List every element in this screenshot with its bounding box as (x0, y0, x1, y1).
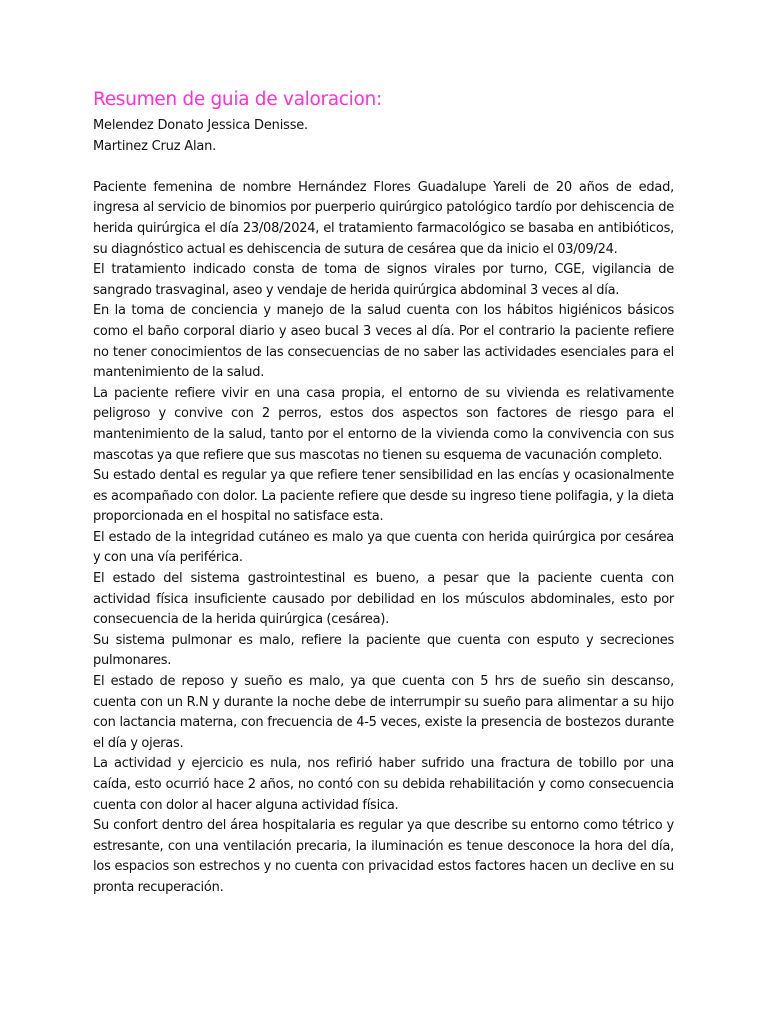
paragraph-rest-sleep: El estado de reposo y sueño es malo, ya que cuenta con 5 hrs de sueño sin descanso, cuenta con un R.N y durante la noche debe de interrumpir su sueño para alimentar a su hijo con lactancia materna, con frecuencia de 4-5 veces, existe la presencia de bostezos durante el día y ojeras. (93, 674, 674, 751)
paragraph-hospital-comfort: Su confort dentro del área hospitalaria es regular ya que describe su entorno como tétrico y estresante, con una ventilación precaria, la iluminación es tenue desconoce la hora del día, los espacios son estrechos y no cuenta con privacidad estos factores hacen un declive en su pronta recuperación. (93, 818, 674, 895)
paragraph-dental-state: Su estado dental es regular ya que refiere tener sensibilidad en las encías y ocasionalmente es acompañado con dolor. La paciente refiere que desde su ingreso tiene polifagia, y la dieta proporcionada en el hospital no satisface esta. (93, 468, 674, 525)
paragraph-pulmonary: Su sistema pulmonar es malo, refiere la paciente que cuenta con esputo y secreciones pulmonares. (93, 632, 674, 669)
blank-line (93, 157, 674, 178)
paragraph-activity-exercise: La actividad y ejercicio es nula, nos refirió haber sufrido una fractura de tobillo por una caída, esto ocurrió hace 2 años, no contó con su debida rehabilitación y como consecuencia cuenta con dolor al hacer alguna actividad física. (93, 756, 674, 813)
document-title: Resumen de guia de valoracion: (93, 89, 382, 110)
author-line: Melendez Donato Jessica Denisse. (93, 118, 308, 133)
author-line: Martinez Cruz Alan. (93, 138, 217, 154)
paragraph-home-environment: La paciente refiere vivir en una casa propia, el entorno de su vivienda es relativamente peligroso y convive con 2 perros, estos dos aspectos son factores de riesgo para el mantenimiento de la salud, tanto por el entorno de la vivienda como la convivencia con sus mascotas ya que refiere que sus mascotas no tienen su esquema de vacunación completo. (93, 385, 674, 463)
document-page (93, 88, 674, 899)
paragraph-gastrointestinal: El estado del sistema gastrointestinal es bueno, a pesar que la paciente cuenta con actividad física insuficiente causado por debilidad en los músculos abdominales, esto por consecuencia de la herida quirúrgica (cesárea). (93, 571, 674, 628)
paragraph-treatment: El tratamiento indicado consta de toma de signos virales por turno, CGE, vigilancia de sangrado trasvaginal, aseo y vendaje de herida quirúrgica abdominal 3 veces al día. (93, 262, 674, 298)
paragraph-skin-integrity: El estado de la integridad cutáneo es malo ya que cuenta con herida quirúrgica por cesárea y con una vía periférica. (93, 529, 674, 566)
paragraph-health-awareness: En la toma de conciencia y manejo de la salud cuenta con los hábitos higiénicos básicos como el baño corporal diario y aseo bucal 3 veces al día. Por el contrario la paciente refiere no tener conocimientos de las consecuencias de no saber las actividades esenciales para el mantenimiento de la salud. (93, 303, 674, 381)
paragraph-patient-summary: Paciente femenina de nombre Hernández Flores Guadalupe Yareli de 20 años de edad, ingresa al servicio de binomios por puerperio quirúrgico patológico tardío por dehiscencia de herida quirúrgica el día 23/08/2024, el tratamiento farmacológico se basaba en antibióticos, su diagnóstico actual es dehiscencia de sutura de cesárea que da inicio el 03/09/24. (93, 179, 674, 257)
